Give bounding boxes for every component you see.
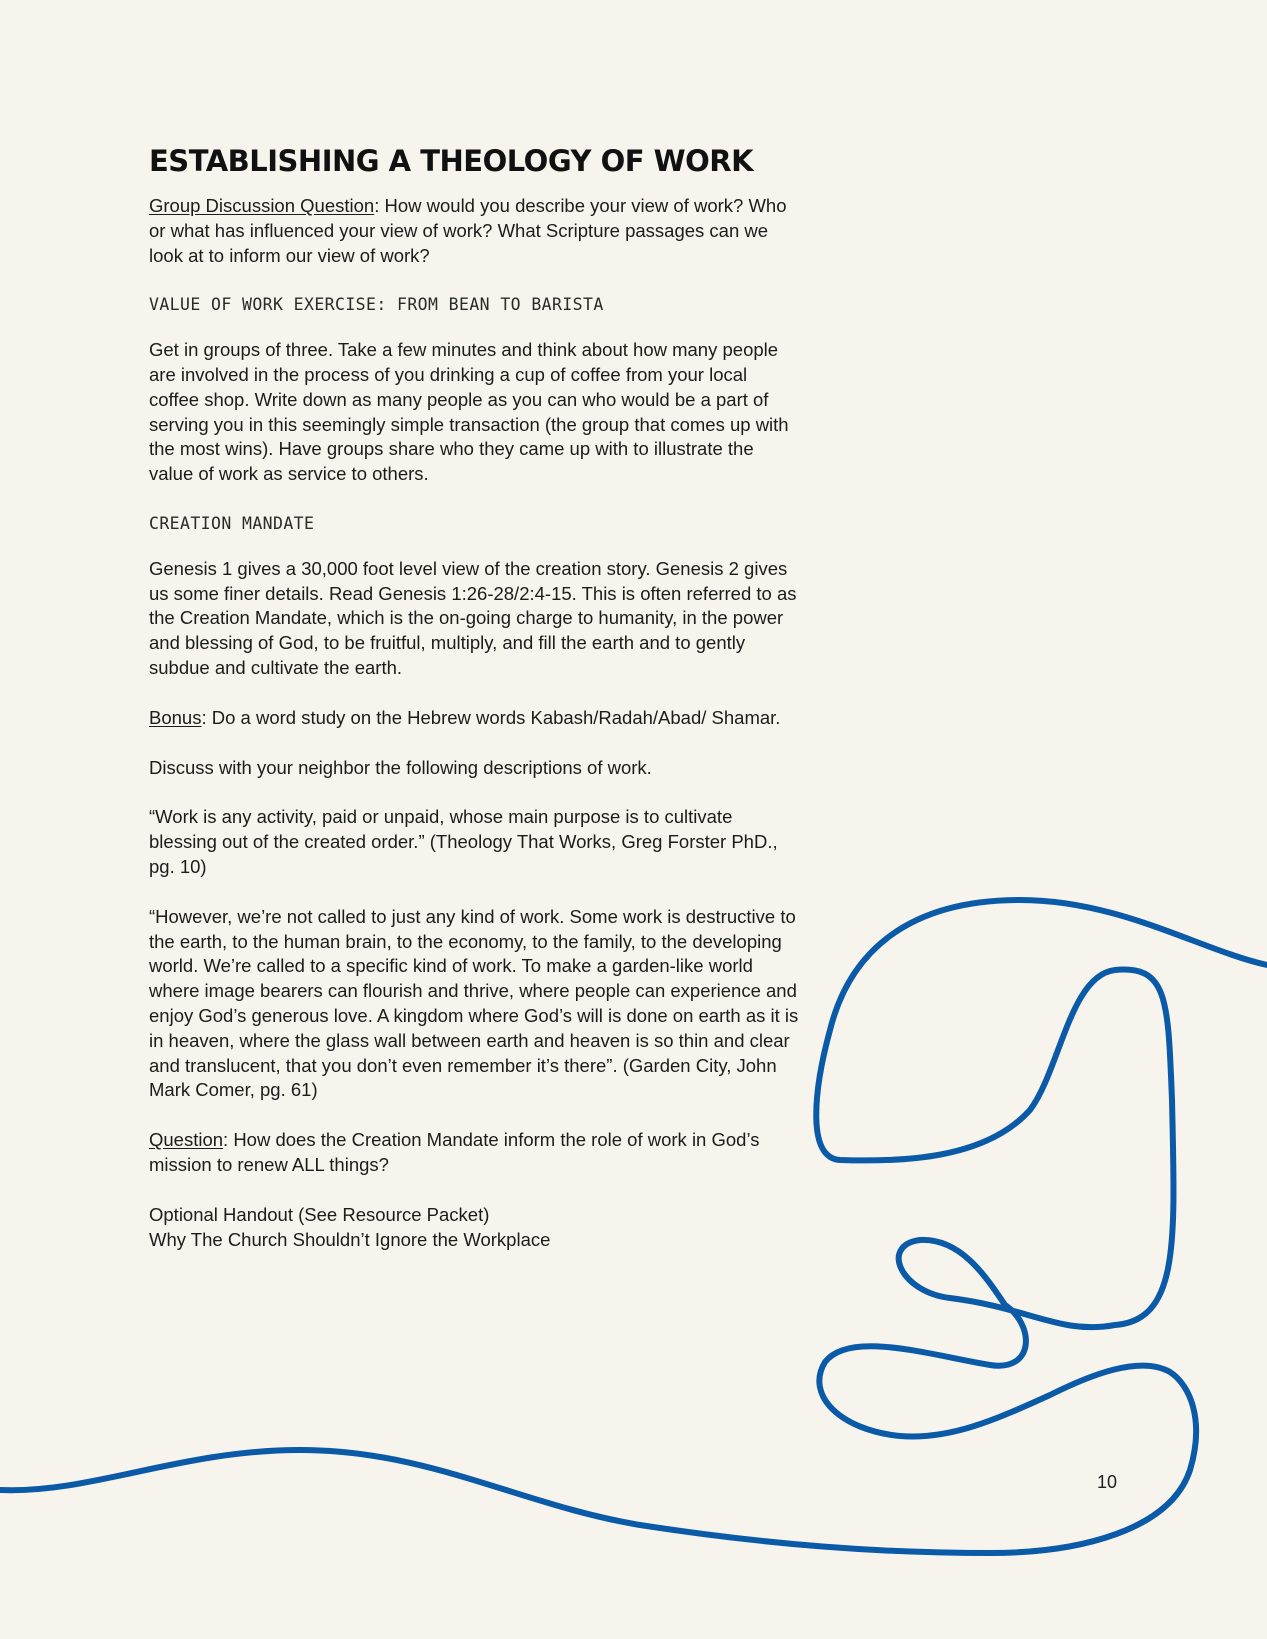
quote-forster: “Work is any activity, paid or unpaid, whose main purpose is to cultivate blessing out of the created order.” (Theology That Works, Greg Forster PhD., pg. 10) [149, 806, 778, 877]
question-text: : How does the Creation Mandate inform the role of work in God’s mission to renew ALL things? [149, 1129, 760, 1175]
question-paragraph [149, 1128, 799, 1178]
main-content [149, 144, 799, 1277]
quote-comer: “However, we’re not called to just any kind of work. Some work is destructive to the earth, to the human brain, to the economy, to the family, to the developing world. We’re called to a specific kind of work. To make a garden-like world where image bearers can flourish and thrive, where people can experience and enjoy God’s generous love. A kingdom where God’s will is done on earth as it is in heaven, where the glass wall between earth and heaven is so thin and clear and translucent, that you don’t even remember it’s there”. (Garden City, John Mark Comer, pg. 61) [149, 905, 799, 1101]
bonus-paragraph [149, 706, 799, 731]
bonus-label: Bonus [149, 706, 202, 728]
handout-line-1: Optional Handout (See Resource Packet) [149, 1203, 490, 1225]
group-discussion-paragraph [149, 194, 799, 268]
group-discussion-label: Group Discussion Question [149, 195, 375, 216]
page-number: 10 [1097, 1472, 1118, 1492]
page-title: ESTABLISHING A THEOLOGY OF WORK [149, 144, 754, 178]
exercise-body: Get in groups of three. Take a few minutes and think about how many people are involved in the process of you drinking a cup of coffee from your local coffee shop. Write down as many people as you can who would be a part of serving you in this seemingly simple transaction (the group that comes up with the most wins). Have groups share who they came up with to illustrate the value of work as service to others. [149, 339, 789, 485]
bonus-text: : Do a word study on the Hebrew words Kabash/Radah/Abad/ Shamar. [201, 706, 781, 728]
creation-mandate-heading: CREATION MANDATE [149, 513, 315, 533]
handout-line-2: Why The Church Shouldn’t Ignore the Workplace [149, 1228, 551, 1250]
handout-block [149, 1203, 799, 1253]
exercise-heading: VALUE OF WORK EXERCISE: FROM BEAN TO BARISTA [149, 295, 604, 315]
group-discussion-text: : How would you describe your view of work? Who or what has influenced your view of work? What Scripture passages can we look at to inform our view of work? [149, 195, 787, 266]
question-label: Question [149, 1129, 224, 1151]
discuss-prompt: Discuss with your neighbor the following descriptions of work. [149, 756, 652, 778]
creation-mandate-body: Genesis 1 gives a 30,000 foot level view of the creation story. Genesis 2 gives us some finer details. Read Genesis 1:26-28/2:4-15. This is often referred to as the Creation Mandate, which is the on-going charge to humanity, in the power and blessing of God, to be fruitful, multiply, and fill the earth and to gently subdue and cultivate the earth. [149, 557, 797, 678]
